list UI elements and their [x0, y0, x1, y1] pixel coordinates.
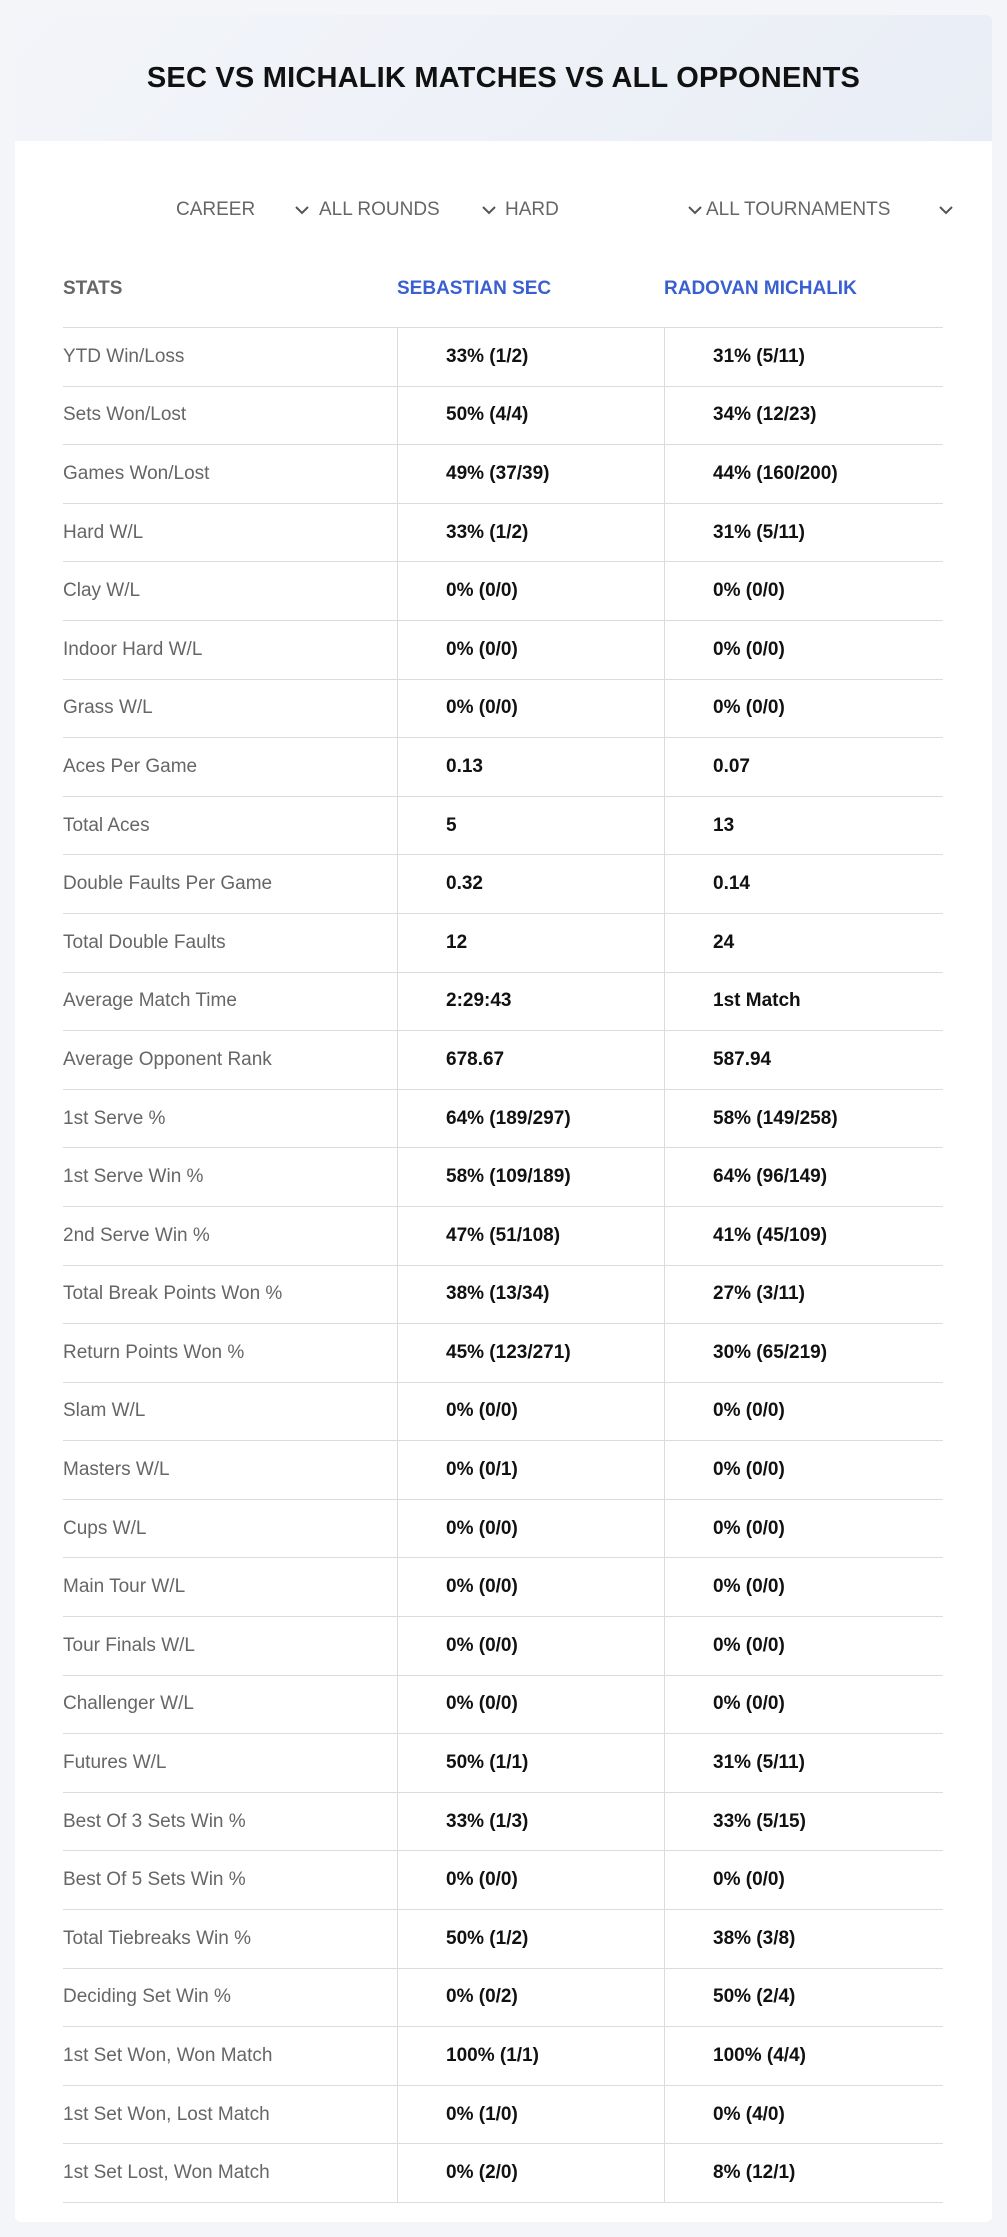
- player2-value: 0% (0/0): [664, 1676, 943, 1734]
- stat-label: Futures W/L: [63, 1752, 167, 1774]
- player2-value: 58% (149/258): [664, 1090, 943, 1148]
- table-row: [63, 1266, 943, 1325]
- tournaments-dropdown[interactable]: [706, 190, 956, 230]
- table-row: [63, 914, 943, 973]
- table-row: [63, 621, 943, 680]
- player1-value: 0.32: [397, 855, 664, 913]
- stat-label: Main Tour W/L: [63, 1576, 186, 1598]
- stat-label: 1st Set Won, Won Match: [63, 2045, 273, 2067]
- chevron-down-icon: [936, 200, 956, 220]
- stat-label: 1st Set Lost, Won Match: [63, 2162, 270, 2184]
- player2-value: 0.07: [664, 738, 943, 796]
- player1-value: 0.13: [397, 738, 664, 796]
- table-row: [63, 504, 943, 563]
- player2-value: 1st Match: [664, 973, 943, 1031]
- chevron-down-icon: [685, 200, 705, 220]
- stat-label: Sets Won/Lost: [63, 404, 187, 426]
- player1-value: 0% (0/0): [397, 1851, 664, 1909]
- stat-label: 1st Set Won, Lost Match: [63, 2103, 270, 2125]
- player2-value: 41% (45/109): [664, 1207, 943, 1265]
- player2-value: 0% (0/0): [664, 1500, 943, 1558]
- table-row: [63, 445, 943, 504]
- player1-value: 0% (1/0): [397, 2086, 664, 2144]
- table-row: [63, 1383, 943, 1442]
- stat-label: Hard W/L: [63, 521, 144, 543]
- table-row: [63, 2027, 943, 2086]
- player1-value: 0% (0/0): [397, 1676, 664, 1734]
- player2-value: 30% (65/219): [664, 1324, 943, 1382]
- player1-value: 50% (4/4): [397, 387, 664, 445]
- table-row: [63, 562, 943, 621]
- player2-value: 27% (3/11): [664, 1266, 943, 1324]
- table-header: [63, 251, 943, 328]
- stats-card: [15, 15, 992, 2222]
- player2-value: 13: [664, 797, 943, 855]
- player1-value: 58% (109/189): [397, 1148, 664, 1206]
- stat-label: Slam W/L: [63, 1400, 146, 1422]
- stat-label: YTD Win/Loss: [63, 345, 185, 367]
- stat-label: Cups W/L: [63, 1517, 147, 1539]
- player2-value: 31% (5/11): [664, 504, 943, 562]
- player1-value: 0% (0/0): [397, 1617, 664, 1675]
- table-row: [63, 1324, 943, 1383]
- player1-value: 0% (2/0): [397, 2144, 664, 2202]
- stat-label: Grass W/L: [63, 697, 153, 719]
- filter-bar: [15, 190, 992, 230]
- table-row: [63, 1441, 943, 1500]
- player1-value: 50% (1/1): [397, 1734, 664, 1792]
- table-row: [63, 1558, 943, 1617]
- stat-label: Average Opponent Rank: [63, 1048, 272, 1070]
- player2-value: 0% (0/0): [664, 1617, 943, 1675]
- player1-value: 0% (0/2): [397, 1969, 664, 2027]
- stat-label: Tour Finals W/L: [63, 1634, 195, 1656]
- player2-value: 587.94: [664, 1031, 943, 1089]
- stat-label: 2nd Serve Win %: [63, 1224, 210, 1246]
- table-row: [63, 1617, 943, 1676]
- stat-label: Aces Per Game: [63, 755, 198, 777]
- player2-value: 38% (3/8): [664, 1910, 943, 1968]
- player2-value: 0% (4/0): [664, 2086, 943, 2144]
- player1-value: 0% (0/0): [397, 1383, 664, 1441]
- table-row: [63, 1851, 943, 1910]
- player1-value: 0% (0/0): [397, 562, 664, 620]
- rounds-dropdown[interactable]: [319, 190, 499, 230]
- player1-value: 0% (0/0): [397, 1558, 664, 1616]
- player1-value: 64% (189/297): [397, 1090, 664, 1148]
- player1-value: 33% (1/2): [397, 328, 664, 386]
- player2-value: 0% (0/0): [664, 621, 943, 679]
- stat-label: Return Points Won %: [63, 1341, 245, 1363]
- stat-label: Best Of 5 Sets Win %: [63, 1869, 246, 1891]
- table-row: [63, 2144, 943, 2203]
- player1-value: 12: [397, 914, 664, 972]
- player2-value: 100% (4/4): [664, 2027, 943, 2085]
- stat-label: 1st Serve Win %: [63, 1166, 204, 1188]
- table-row: [63, 1148, 943, 1207]
- period-dropdown[interactable]: [176, 190, 312, 230]
- period-dropdown-value: CAREER: [176, 199, 256, 220]
- stat-label: Masters W/L: [63, 1459, 170, 1481]
- stat-label: Clay W/L: [63, 580, 141, 602]
- stat-label: Challenger W/L: [63, 1693, 194, 1715]
- table-row: [63, 855, 943, 914]
- chevron-down-icon: [292, 200, 312, 220]
- player1-value: 0% (0/1): [397, 1441, 664, 1499]
- stat-label: Deciding Set Win %: [63, 1986, 231, 2008]
- player1-value: 49% (37/39): [397, 445, 664, 503]
- stat-label: Average Match Time: [63, 990, 237, 1012]
- table-row: [63, 1500, 943, 1559]
- table-row: [63, 1676, 943, 1735]
- card-header: [15, 15, 992, 141]
- stat-label: 1st Serve %: [63, 1107, 166, 1129]
- surface-dropdown-value: HARD: [505, 199, 559, 220]
- stat-label: Double Faults Per Game: [63, 873, 273, 895]
- stat-label: Games Won/Lost: [63, 462, 210, 484]
- player1-value: 2:29:43: [397, 973, 664, 1031]
- player2-value: 24: [664, 914, 943, 972]
- table-row: [63, 1969, 943, 2028]
- player1-value: 0% (0/0): [397, 1500, 664, 1558]
- table-row: [63, 1031, 943, 1090]
- stat-label: Total Break Points Won %: [63, 1283, 283, 1305]
- table-row: [63, 1090, 943, 1149]
- player1-value: 45% (123/271): [397, 1324, 664, 1382]
- player2-value: 8% (12/1): [664, 2144, 943, 2202]
- player1-value: 100% (1/1): [397, 2027, 664, 2085]
- player2-value: 31% (5/11): [664, 328, 943, 386]
- table-row: [63, 738, 943, 797]
- player1-value: 0% (0/0): [397, 621, 664, 679]
- tournaments-dropdown-value: ALL TOURNAMENTS: [706, 199, 891, 220]
- table-row: [63, 1793, 943, 1852]
- chevron-down-icon: [479, 200, 499, 220]
- table-row: [63, 2086, 943, 2145]
- player1-value: 5: [397, 797, 664, 855]
- player1-value: 0% (0/0): [397, 680, 664, 738]
- player2-value: 0% (0/0): [664, 1851, 943, 1909]
- player2-value: 0% (0/0): [664, 1558, 943, 1616]
- stats-column-header: STATS: [63, 278, 123, 299]
- player2-column-header[interactable]: RADOVAN MICHALIK: [664, 278, 857, 299]
- table-row: [63, 1910, 943, 1969]
- stat-label: Total Tiebreaks Win %: [63, 1927, 251, 1949]
- player2-value: 34% (12/23): [664, 387, 943, 445]
- stat-label: Indoor Hard W/L: [63, 638, 203, 660]
- table-row: [63, 1734, 943, 1793]
- table-row: [63, 1207, 943, 1266]
- stat-label: Total Double Faults: [63, 931, 226, 953]
- player1-value: 33% (1/2): [397, 504, 664, 562]
- table-row: [63, 973, 943, 1032]
- player2-value: 50% (2/4): [664, 1969, 943, 2027]
- player1-value: 47% (51/108): [397, 1207, 664, 1265]
- player1-value: 38% (13/34): [397, 1266, 664, 1324]
- player1-column-header[interactable]: SEBASTIAN SEC: [397, 278, 552, 299]
- table-row: [63, 680, 943, 739]
- player2-value: 44% (160/200): [664, 445, 943, 503]
- table-row: [63, 387, 943, 446]
- player2-value: 0% (0/0): [664, 680, 943, 738]
- player2-value: 33% (5/15): [664, 1793, 943, 1851]
- player2-value: 0% (0/0): [664, 1383, 943, 1441]
- player2-value: 31% (5/11): [664, 1734, 943, 1792]
- stat-label: Best Of 3 Sets Win %: [63, 1810, 246, 1832]
- table-body: [63, 328, 943, 2203]
- surface-dropdown[interactable]: [505, 190, 705, 230]
- player1-value: 50% (1/2): [397, 1910, 664, 1968]
- player2-value: 0% (0/0): [664, 1441, 943, 1499]
- player1-value: 678.67: [397, 1031, 664, 1089]
- stats-table: [63, 251, 943, 2203]
- page-title: SEC VS MICHALIK MATCHES VS ALL OPPONENTS: [146, 61, 861, 94]
- stat-label: Total Aces: [63, 814, 150, 836]
- table-row: [63, 328, 943, 387]
- table-row: [63, 797, 943, 856]
- player2-value: 0.14: [664, 855, 943, 913]
- player2-value: 64% (96/149): [664, 1148, 943, 1206]
- player1-value: 33% (1/3): [397, 1793, 664, 1851]
- player2-value: 0% (0/0): [664, 562, 943, 620]
- rounds-dropdown-value: ALL ROUNDS: [319, 199, 440, 220]
